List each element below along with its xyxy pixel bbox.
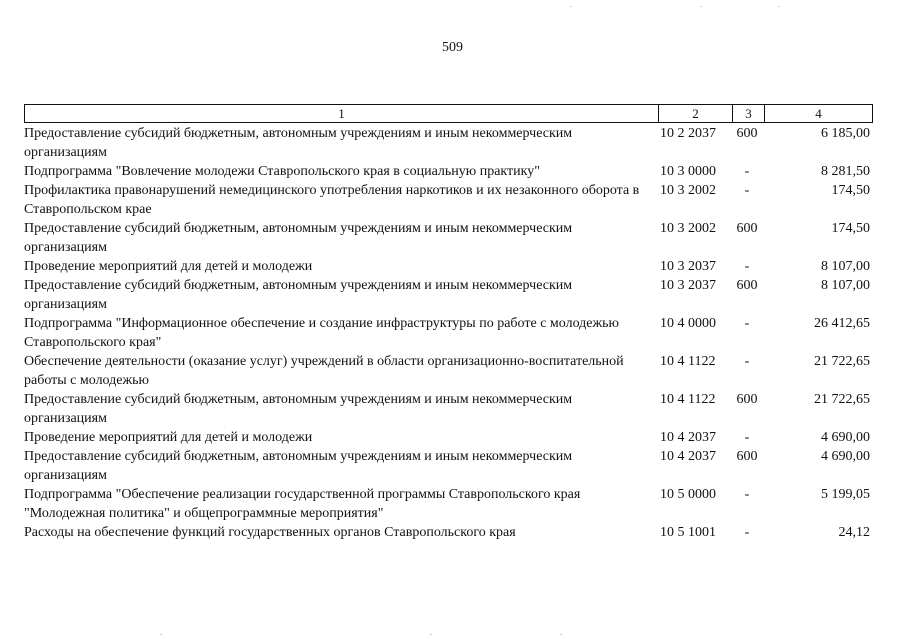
row-amount: 26 412,65 (814, 316, 870, 331)
table-row (24, 162, 873, 181)
row-code: 10 4 2037 (660, 449, 716, 464)
row-name: Предоставление субсидий бюджетным, автономным учреждениям и иным некоммерческим организациям (24, 392, 573, 426)
table-row (24, 352, 873, 390)
row-name: Предоставление субсидий бюджетным, автономным учреждениям и иным некоммерческим организациям (24, 449, 573, 483)
row-name: Подпрограмма "Вовлечение молодежи Ставропольского края в социальную практику" (24, 164, 540, 179)
scan-speck (160, 634, 162, 635)
row-type: 600 (736, 221, 758, 236)
column-header-name: 1 (338, 106, 345, 121)
table-body (24, 124, 873, 542)
row-amount: 174,50 (831, 183, 870, 198)
row-type: - (744, 316, 750, 331)
scan-speck (430, 634, 432, 635)
scan-speck (570, 6, 572, 7)
row-type: - (744, 525, 750, 540)
row-type: - (744, 183, 750, 198)
row-name: Проведение мероприятий для детей и молодежи (24, 259, 313, 274)
row-code: 10 5 0000 (660, 487, 716, 502)
row-name: Предоставление субсидий бюджетным, автономным учреждениям и иным некоммерческим организациям (24, 126, 573, 160)
table-row (24, 485, 873, 523)
row-type: 600 (736, 126, 758, 141)
scan-speck (778, 6, 780, 7)
row-name: Проведение мероприятий для детей и молодежи (24, 430, 313, 445)
row-type: - (744, 259, 750, 274)
row-amount: 5 199,05 (821, 487, 870, 502)
row-code: 10 3 0000 (660, 164, 716, 179)
row-code: 10 3 2002 (660, 221, 716, 236)
row-type: 600 (736, 278, 758, 293)
table-header-row (24, 104, 873, 123)
table-row (24, 257, 873, 276)
row-amount: 4 690,00 (821, 449, 870, 464)
row-type: - (744, 164, 750, 179)
table-row (24, 523, 873, 542)
table-row (24, 314, 873, 352)
row-code: 10 4 2037 (660, 430, 716, 445)
row-amount: 21 722,65 (814, 392, 870, 407)
row-code: 10 4 1122 (660, 354, 716, 369)
row-type: - (744, 430, 750, 445)
row-code: 10 3 2037 (660, 259, 716, 274)
row-type: 600 (736, 392, 758, 407)
row-amount: 8 107,00 (821, 259, 870, 274)
table-row (24, 181, 873, 219)
row-amount: 8 107,00 (821, 278, 870, 293)
table-row (24, 276, 873, 314)
column-header-amount: 4 (764, 105, 872, 122)
column-header-type: 3 (732, 105, 764, 122)
row-name: Подпрограмма "Обеспечение реализации государственной программы Ставропольского края "Молодежная политика" и общепрограммные мероприятия" (24, 487, 581, 521)
page-number: 509 (442, 40, 463, 55)
table-row (24, 390, 873, 428)
row-amount: 21 722,65 (814, 354, 870, 369)
row-name: Предоставление субсидий бюджетным, автономным учреждениям и иным некоммерческим организациям (24, 278, 573, 312)
row-amount: 174,50 (831, 221, 870, 236)
row-code: 10 4 0000 (660, 316, 716, 331)
scan-speck (700, 6, 702, 7)
table-row (24, 219, 873, 257)
scan-speck (560, 634, 562, 635)
row-code: 10 4 1122 (660, 392, 716, 407)
row-type: - (744, 487, 750, 502)
row-name: Предоставление субсидий бюджетным, автономным учреждениям и иным некоммерческим организациям (24, 221, 573, 255)
row-code: 10 3 2037 (660, 278, 716, 293)
row-name: Профилактика правонарушений немедицинского употребления наркотиков и их незаконного оборота в Ставропольском крае (24, 183, 640, 217)
column-header-code: 2 (658, 105, 732, 122)
row-amount: 4 690,00 (821, 430, 870, 445)
row-name: Расходы на обеспечение функций государственных органов Ставропольского края (24, 525, 516, 540)
table-row (24, 124, 873, 162)
row-code: 10 3 2002 (660, 183, 716, 198)
row-code: 10 5 1001 (660, 525, 716, 540)
row-name: Обеспечение деятельности (оказание услуг) учреждений в области организационно-воспитательной работы с молодежью (24, 354, 624, 388)
table-row (24, 428, 873, 447)
row-type: - (744, 354, 750, 369)
row-amount: 8 281,50 (821, 164, 870, 179)
row-amount: 6 185,00 (821, 126, 870, 141)
row-type: 600 (736, 449, 758, 464)
table-row (24, 447, 873, 485)
row-name: Подпрограмма "Информационное обеспечение и создание инфраструктуры по работе с молодежью Ставропольского края" (24, 316, 620, 350)
row-code: 10 2 2037 (660, 126, 716, 141)
row-amount: 24,12 (838, 525, 870, 540)
